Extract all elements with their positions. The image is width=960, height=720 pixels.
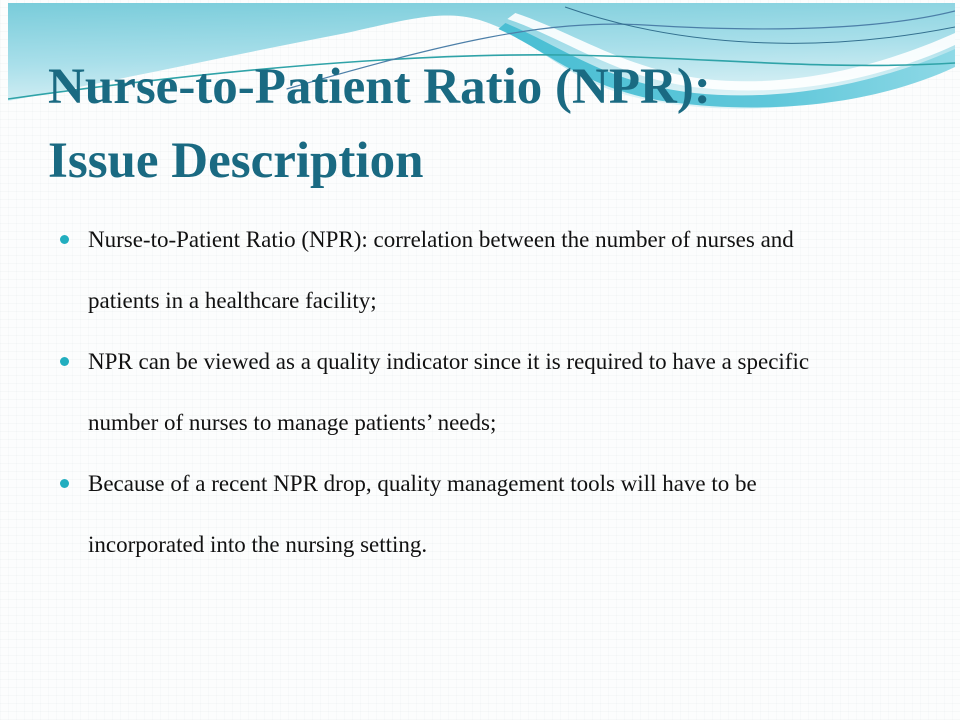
- bullet-dot-icon: [60, 479, 69, 488]
- bullet-text-line: NPR can be viewed as a quality indicator since it is required to have a specific: [88, 349, 810, 374]
- bullet-dot-icon: [60, 357, 69, 366]
- bullet-item-3: [60, 453, 920, 575]
- bullet-text-line: incorporated into the nursing setting.: [88, 532, 428, 557]
- bullet-text-line: Nurse-to-Patient Ratio (NPR): correlation between the number of nurses and: [88, 227, 794, 252]
- bullet-dot-icon: [60, 235, 69, 244]
- page-title: [48, 50, 711, 198]
- bullet-item-2: [60, 331, 920, 453]
- page-title-line-1: Nurse-to-Patient Ratio (NPR):: [48, 59, 711, 115]
- bullet-text-line: patients in a healthcare facility;: [88, 288, 377, 313]
- bullet-item-1: [60, 209, 920, 331]
- bullet-text-line: Because of a recent NPR drop, quality management tools will have to be: [88, 471, 757, 496]
- page-title-line-2: Issue Description: [48, 133, 424, 189]
- bullet-text-line: number of nurses to manage patients’ needs;: [88, 410, 497, 435]
- bullet-list: [60, 209, 920, 575]
